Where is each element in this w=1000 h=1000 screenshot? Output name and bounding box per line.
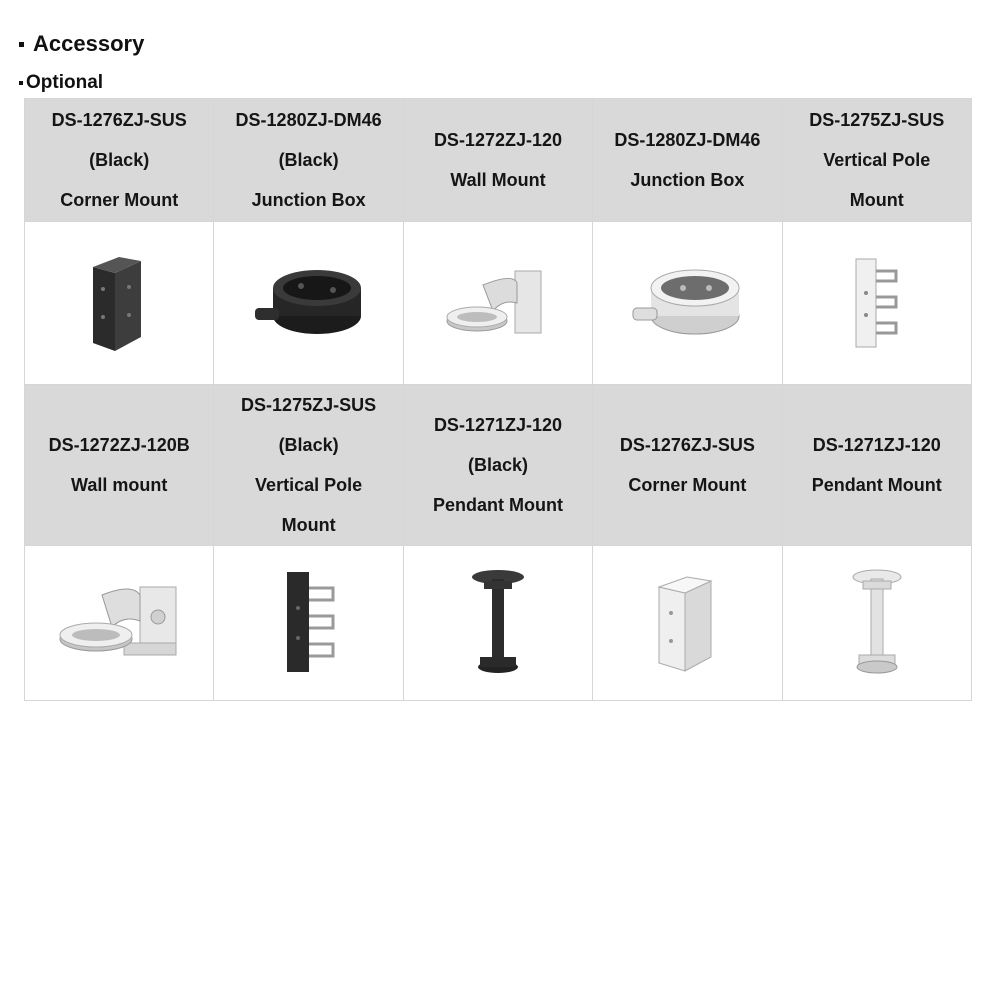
product-name: Junction Box xyxy=(630,170,745,190)
white-vertical-pole-mount-icon xyxy=(842,253,912,353)
product-model: DS-1271ZJ-120 xyxy=(433,415,563,435)
product-model: DS-1275ZJ-SUS xyxy=(241,395,377,415)
optional-heading-text: Optional xyxy=(26,72,104,93)
product-name: Wall mount xyxy=(71,475,168,495)
white-wall-mount-icon xyxy=(443,263,553,343)
product-name: Mount xyxy=(849,190,904,210)
accessory-heading-text: Accessory xyxy=(33,31,145,56)
product-model: DS-1272ZJ-120B xyxy=(48,435,190,455)
product-image-cell xyxy=(593,222,782,385)
black-junction-box-icon xyxy=(249,258,369,348)
image-row xyxy=(25,222,972,385)
product-image-cell xyxy=(214,222,403,385)
product-name: Pendant Mount xyxy=(811,475,942,495)
accessory-heading xyxy=(19,31,144,57)
optional-heading xyxy=(19,72,103,94)
product-color: (Black) xyxy=(278,435,339,455)
white-junction-box-icon xyxy=(627,258,747,348)
product-image-cell xyxy=(782,546,971,701)
product-image-cell xyxy=(214,546,403,701)
product-image-cell xyxy=(593,546,782,701)
product-color: (Black) xyxy=(89,150,150,170)
product-image-cell xyxy=(403,222,592,385)
product-color: (Black) xyxy=(467,455,528,475)
product-model: DS-1280ZJ-DM46 xyxy=(614,130,761,150)
bullet-icon xyxy=(19,42,24,47)
bullet-icon xyxy=(19,81,23,85)
black-corner-mount-icon xyxy=(79,253,159,353)
product-name: Vertical Pole xyxy=(823,150,931,170)
product-image-cell xyxy=(25,222,214,385)
product-model: DS-1280ZJ-DM46 xyxy=(235,110,382,130)
black-pendant-mount-icon xyxy=(458,563,538,683)
product-label-cell xyxy=(782,385,971,546)
product-model: DS-1276ZJ-SUS xyxy=(51,110,187,130)
product-name: Wall Mount xyxy=(450,170,546,190)
product-image-cell xyxy=(403,546,592,701)
product-name: Vertical Pole xyxy=(255,475,363,495)
product-label-cell xyxy=(214,385,403,546)
product-name: Pendant Mount xyxy=(432,495,563,515)
image-row xyxy=(25,546,972,701)
white-pendant-mount-icon xyxy=(837,563,917,683)
accessory-table xyxy=(24,98,972,701)
product-model: DS-1276ZJ-SUS xyxy=(619,435,755,455)
product-color: (Black) xyxy=(278,150,339,170)
label-row xyxy=(25,99,972,222)
product-name: Corner Mount xyxy=(60,190,179,210)
product-label-cell xyxy=(593,99,782,222)
product-label-cell xyxy=(403,99,592,222)
white-wall-mount-box-icon xyxy=(54,573,184,673)
product-label-cell xyxy=(25,385,214,546)
label-row xyxy=(25,385,972,546)
product-name: Mount xyxy=(281,515,336,535)
product-label-cell xyxy=(782,99,971,222)
product-name: Junction Box xyxy=(251,190,366,210)
product-label-cell xyxy=(25,99,214,222)
product-label-cell xyxy=(403,385,592,546)
product-label-cell xyxy=(214,99,403,222)
black-vertical-pole-mount-icon xyxy=(269,568,349,678)
product-model: DS-1272ZJ-120 xyxy=(433,130,563,150)
product-model: DS-1271ZJ-120 xyxy=(812,435,941,455)
product-name: Corner Mount xyxy=(628,475,747,495)
product-image-cell xyxy=(782,222,971,385)
white-corner-mount-icon xyxy=(647,573,727,673)
product-image-cell xyxy=(25,546,214,701)
product-model: DS-1275ZJ-SUS xyxy=(809,110,945,130)
product-label-cell xyxy=(593,385,782,546)
